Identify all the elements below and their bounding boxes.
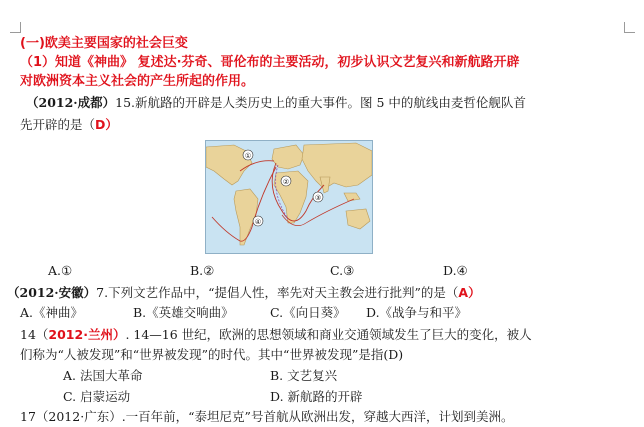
map-label-4: ④ <box>254 218 262 226</box>
europe-landmass <box>272 145 304 169</box>
objective-line-2: 对欧洲资本主义社会的产生所起的作用。 <box>20 74 255 89</box>
q14-option-a: A. 法国大革命 <box>63 368 143 383</box>
question-7-answer: A <box>458 285 469 300</box>
question-14-number: 14（ <box>20 327 49 342</box>
question-15-line-2 <box>20 116 118 133</box>
q15-option-c: C.③ <box>330 263 355 278</box>
question-14-line-2: 们称为“人被发现”和“世界被发现”的时代。其中“世界被发现”是指(D) <box>20 347 404 362</box>
q7-option-d: D.《战争与和平》 <box>366 305 468 320</box>
corner-mark-left <box>10 22 21 33</box>
q15-option-b: B.② <box>190 263 215 278</box>
world-map-figure <box>206 141 372 253</box>
section-title: (一)欧美主要国家的社会巨变 <box>20 36 188 51</box>
question-15-close: ） <box>105 117 118 132</box>
question-15-source: （2012·成都） <box>26 95 116 110</box>
question-14-source: 2012·兰州） <box>48 327 126 342</box>
question-15-text-1: 15.新航路的开辟是人类历史上的重大事件。图 5 中的航线由麦哲伦舰队首 <box>115 95 526 110</box>
q14-option-b: B. 文艺复兴 <box>270 368 338 383</box>
question-15-answer: D <box>95 117 106 132</box>
q14-option-c: C. 启蒙运动 <box>63 389 131 404</box>
question-15-line-1 <box>26 94 526 111</box>
q7-option-c: C.《向日葵》 <box>270 305 346 320</box>
q7-option-b: B.《英雄交响曲》 <box>133 305 234 320</box>
question-17-line: 17（2012·广东）.一百年前，“泰坦尼克”号首航从欧洲出发，穿越大西洋，计划到美洲。 <box>20 409 514 424</box>
question-15-text-2: 先开辟的是（ <box>20 117 96 132</box>
objective-line-1: （1）知道《神曲》 复述达·芬奇、哥伦布的主要活动，初步认识文艺复兴和新航路开辟 <box>20 55 520 70</box>
question-7-text: 7.下列文艺作品中，“提倡人性，率先对天主教会进行批判”的是（ <box>96 285 459 300</box>
map-label-3: ③ <box>314 194 322 202</box>
q14-option-d: D. 新航路的开辟 <box>270 389 363 404</box>
question-14-line-1 <box>20 326 532 343</box>
question-7-close: ） <box>468 285 481 300</box>
voyage-routes-map <box>205 140 373 254</box>
map-label-2: ② <box>282 178 290 186</box>
question-14-text-1: . 14—16 世纪，欧洲的思想领域和商业交通领域发生了巨大的变化，被人 <box>125 327 532 342</box>
question-7-source: （2012·安徽） <box>7 285 97 300</box>
corner-mark-right <box>624 22 635 33</box>
map-label-1: ① <box>244 152 252 160</box>
australia-landmass <box>346 209 370 229</box>
question-7-line <box>7 284 481 301</box>
q15-option-a: A.① <box>48 263 73 278</box>
q7-option-a: A.《神曲》 <box>20 305 84 320</box>
asia-landmass <box>302 143 372 189</box>
q15-option-d: D.④ <box>443 263 468 278</box>
south-america-landmass <box>234 189 258 245</box>
